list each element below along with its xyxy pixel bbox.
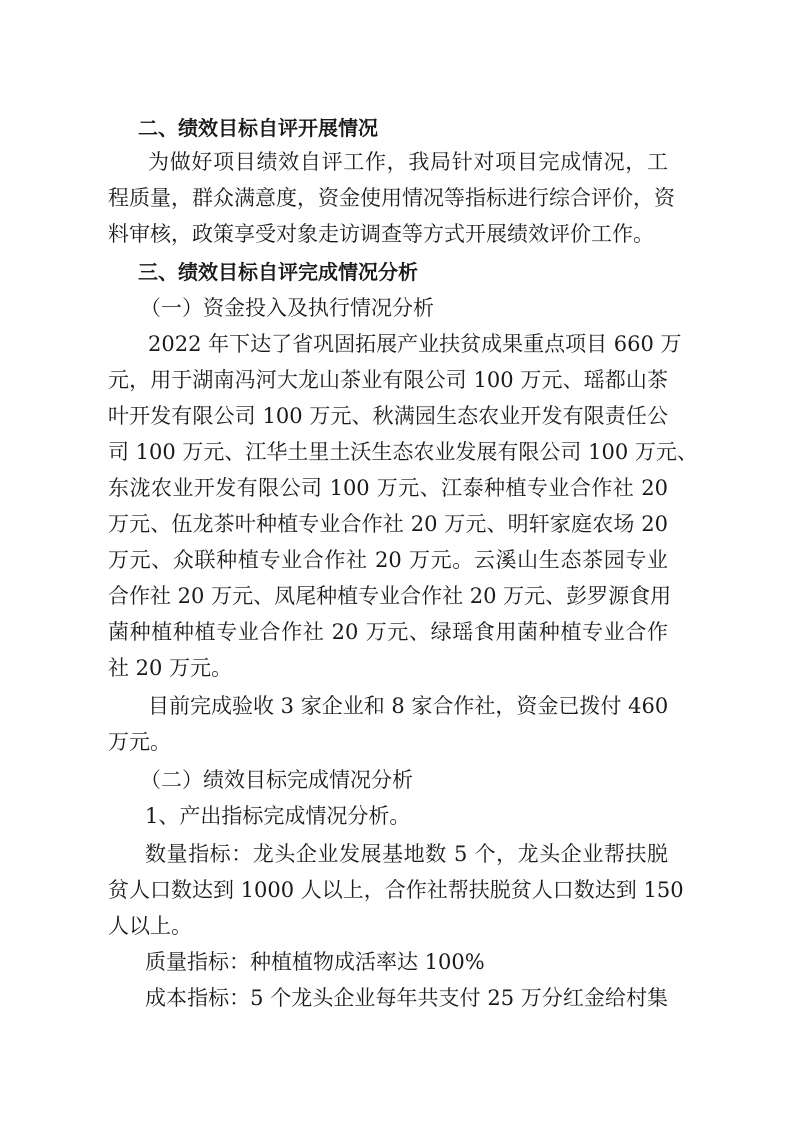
paragraph-line: 料审核，政策享受对象走访调查等方式开展绩效评价工作。 (108, 222, 654, 246)
paragraph-line: 质量指标：种植植物成活率达 100% (145, 950, 485, 974)
paragraph-line: 菌种植种植专业合作社 20 万元、绿瑶食用菌种植专业合作 (108, 620, 668, 644)
paragraph-line: 万元、伍龙茶叶种植专业合作社 20 万元、明轩家庭农场 20 (108, 512, 668, 536)
paragraph-line: 2022 年下达了省巩固拓展产业扶贫成果重点项目 660 万 (148, 332, 682, 356)
section-heading: 二、绩效目标自评开展情况 (138, 116, 378, 140)
paragraph-line: 程质量，群众满意度，资金使用情况等指标进行综合评价，资 (108, 186, 675, 210)
paragraph-line: 合作社 20 万元、凤尾种植专业合作社 20 万元、彭罗源食用 (108, 584, 672, 608)
paragraph-line: 东泷农业开发有限公司 100 万元、江泰种植专业合作社 20 (108, 476, 668, 500)
subsection-heading: （一）资金投入及执行情况分析 (140, 296, 434, 320)
paragraph-line: 目前完成验收 3 家企业和 8 家合作社，资金已拨付 460 (148, 694, 669, 718)
paragraph-line: 数量指标：龙头企业发展基地数 5 个，龙头企业帮扶脱 (145, 842, 668, 866)
paragraph-line: 成本指标：5 个龙头企业每年共支付 25 万分红金给村集 (145, 986, 668, 1010)
paragraph-line: 万元。 (108, 730, 171, 754)
paragraph-line: 叶开发有限公司 100 万元、秋满园生态农业开发有限责任公 (108, 404, 668, 428)
subsection-heading: （二）绩效目标完成情况分析 (140, 768, 413, 792)
paragraph-line: 贫人口数达到 1000 人以上，合作社帮扶脱贫人口数达到 150 (108, 878, 684, 902)
paragraph-line: 社 20 万元。 (108, 656, 233, 680)
paragraph-line: 万元、众联种植专业合作社 20 万元。云溪山生态茶园专业 (108, 548, 668, 572)
section-heading: 三、绩效目标自评完成情况分析 (138, 260, 418, 284)
list-item: 1、产出指标完成情况分析。 (145, 804, 411, 828)
paragraph-line: 司 100 万元、江华土里土沃生态农业发展有限公司 100 万元、 (108, 440, 698, 464)
paragraph-line: 元，用于湖南冯河大龙山茶业有限公司 100 万元、瑶都山茶 (108, 368, 668, 392)
paragraph-line: 为做好项目绩效自评工作，我局针对项目完成情况，工 (148, 150, 668, 174)
paragraph-line: 人以上。 (108, 914, 192, 938)
